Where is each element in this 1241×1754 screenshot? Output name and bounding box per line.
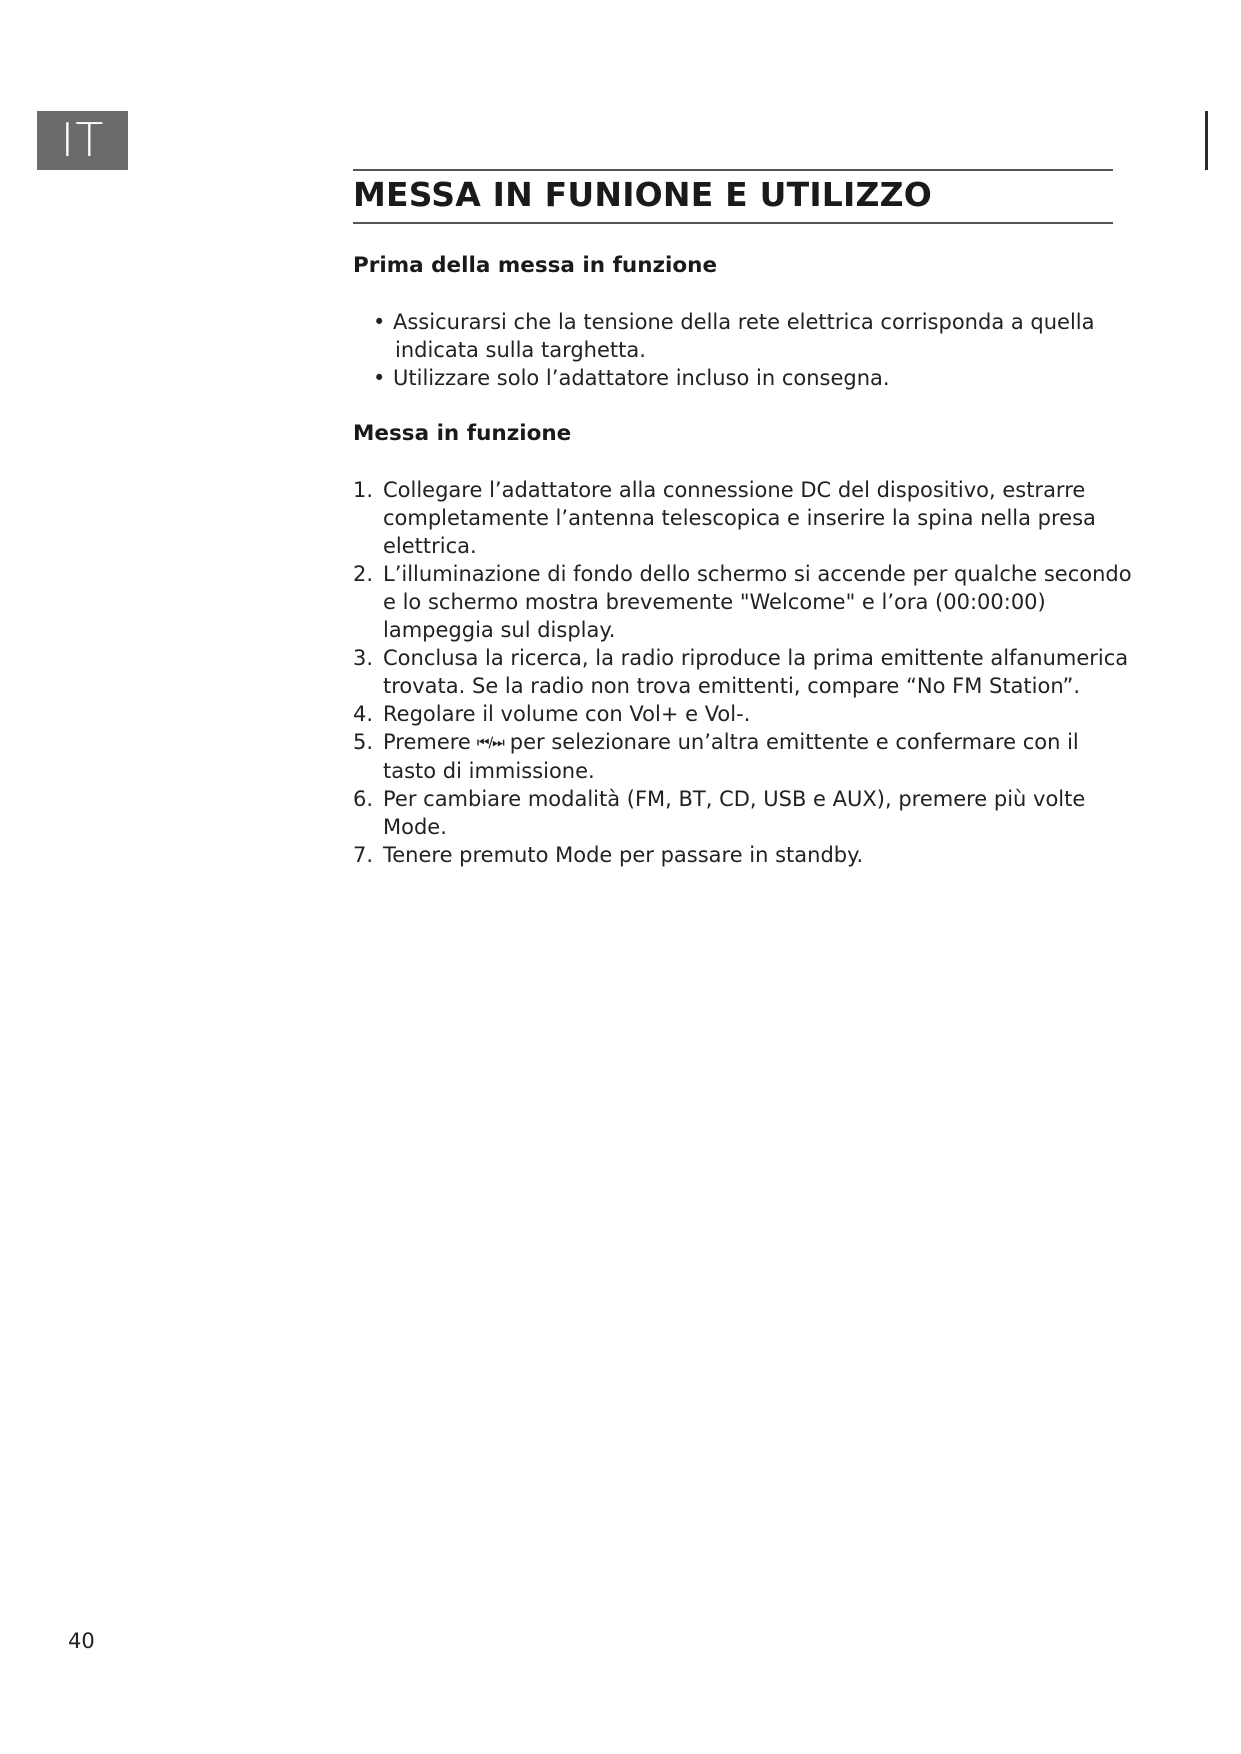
- section-heading-operation: Messa in funzione: [353, 421, 572, 446]
- page-edge-marker: [1205, 111, 1208, 170]
- page-title: MESSA IN FUNIONE E UTILIZZO: [353, 175, 933, 214]
- list-item: • Assicurarsi che la tensione della rete elettrica corrisponda a quella indicata sulla targhetta.: [373, 310, 1095, 362]
- list-item: 7. Tenere premuto Mode per passare in standby.: [353, 843, 864, 867]
- list-item: • Utilizzare solo l’adattatore incluso in consegna.: [373, 366, 890, 390]
- bullet-icon: •: [373, 366, 386, 390]
- list-item: 4. Regolare il volume con Vol+ e Vol-.: [353, 702, 751, 726]
- bullet-icon: •: [373, 310, 386, 334]
- title-bottom-rule: [353, 222, 1113, 224]
- list-item: 2. L’illuminazione di fondo dello schermo si accende per qualche secondo e lo schermo mostra brevemente "Welcome" e l’ora (00:00:00) lampeggia sul display.: [353, 562, 1132, 642]
- section-heading-before-use: Prima della messa in funzione: [353, 253, 718, 278]
- list-item: 5. Premere ⏮/⏭ per selezionare un’altra emittente e confermare con il tasto di immissione.: [353, 730, 1079, 783]
- language-tab: IT: [37, 111, 128, 170]
- list-item: 3. Conclusa la ricerca, la radio riproduce la prima emittente alfanumerica trovata. Se la radio non trova emittenti, compare “No FM Station”.: [353, 646, 1129, 698]
- page-number: 40: [68, 1629, 95, 1653]
- operation-steps: [353, 476, 1133, 869]
- list-item: 1. Collegare l’adattatore alla connessione DC del dispositivo, estrarre completamente l’antenna telescopica e inserire la spina nella presa elettrica.: [353, 478, 1096, 558]
- title-top-rule: [353, 169, 1113, 171]
- prev-next-icon: ⏮/⏭: [476, 735, 504, 751]
- list-item: 6. Per cambiare modalità (FM, BT, CD, USB e AUX), premere più volte Mode.: [353, 787, 1086, 839]
- content-body: [353, 252, 1133, 869]
- precaution-list: [353, 308, 1133, 392]
